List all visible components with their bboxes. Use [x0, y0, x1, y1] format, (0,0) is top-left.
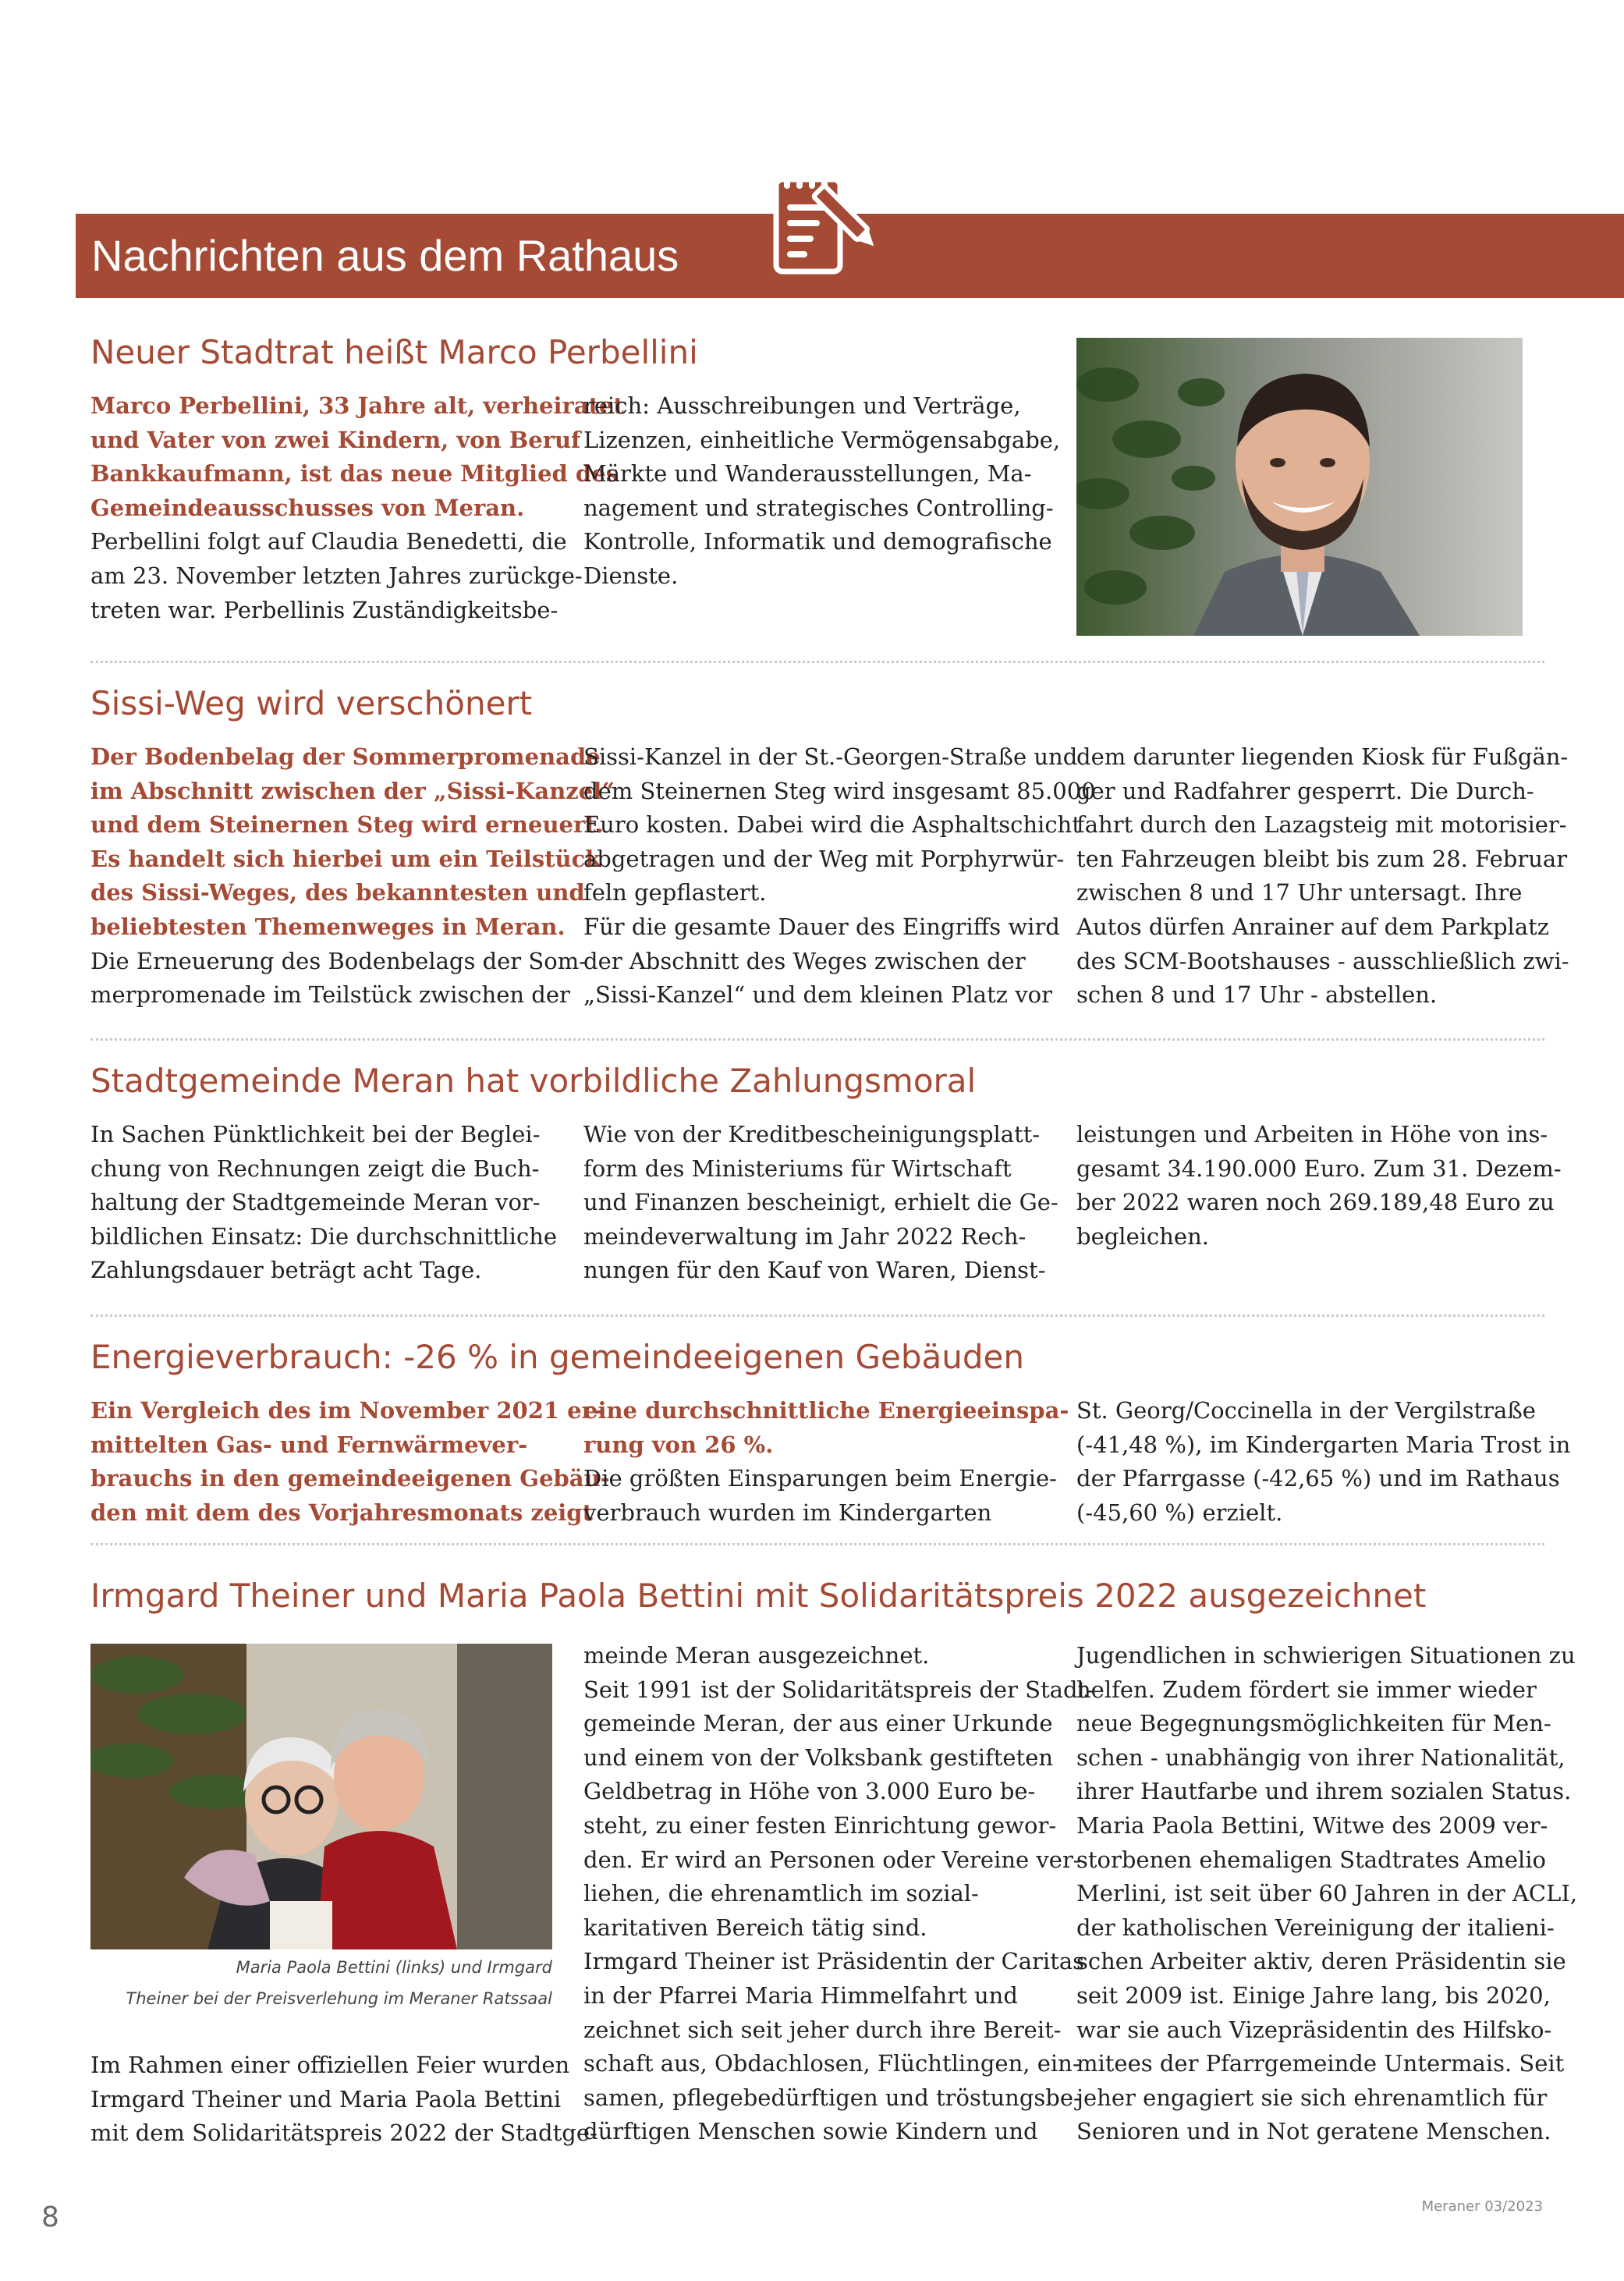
text-line: steht, zu einer festen Einrichtung gewor- [583, 1811, 1057, 1839]
text-line: zwischen 8 und 17 Uhr untersagt. Ihre [1076, 879, 1523, 906]
text-line: und Vater von zwei Kindern, von Beruf [90, 426, 581, 453]
issue-label: Meraner 03/2023 [1421, 2198, 1543, 2215]
article-zahlungsmoral-col2 [583, 1118, 1058, 1288]
article-zahlungsmoral-col1 [90, 1118, 557, 1288]
text-line: dem Steinernen Steg wird insgesamt 85.000 [583, 777, 1096, 804]
text-line: Perbellini folgt auf Claudia Benedetti, die [90, 528, 567, 555]
text-line: merpromenade im Teilstück zwischen der [90, 981, 570, 1009]
article-perbellini-col1 [90, 389, 624, 627]
article-title-solidaritaet: Irmgard Theiner und Maria Paola Bettini mit Solidaritätspreis 2022 ausgezeichnet [90, 1577, 1427, 1615]
text-line: rung von 26 %. [583, 1431, 774, 1458]
article-perbellini-col2 [583, 389, 1060, 594]
caption-line: Maria Paola Bettini (links) und Irmgard [236, 1958, 552, 1977]
text-line: im Abschnitt zwischen der „Sissi-Kanzel“ [90, 777, 615, 804]
page-number: 8 [41, 2201, 59, 2233]
text-line: der Pfarrgasse (-42,65 %) und im Rathaus [1076, 1465, 1560, 1492]
article-sissi-col3 [1076, 740, 1569, 1013]
text-line: Für die gesamte Dauer des Eingriffs wird [583, 913, 1060, 940]
text-line: mit dem Solidaritätspreis 2022 der Stadtge- [90, 2120, 597, 2147]
article-solidaritaet-col1 [90, 2049, 597, 2151]
text-line: In Sachen Pünktlichkeit bei der Beglei- [90, 1121, 541, 1148]
text-line: Der Bodenbelag der Sommerpromenade [90, 743, 601, 770]
photo-caption [90, 1952, 552, 2014]
text-line: haltung der Stadtgemeinde Meran vor- [90, 1189, 541, 1216]
article-title-energie: Energieverbrauch: -26 % in gemeindeeigenen Gebäuden [90, 1338, 1024, 1376]
text-line: war sie auch Vizepräsidentin des Hilfsko- [1076, 2016, 1552, 2043]
text-line: treten war. Perbellinis Zuständigkeitsbe- [90, 596, 558, 623]
text-line: ger und Radfahrer gesperrt. Die Durch- [1076, 777, 1534, 804]
article-solidaritaet-col3 [1076, 1639, 1577, 2149]
text-line: schen 8 und 17 Uhr - abstellen. [1076, 981, 1438, 1009]
article-zahlungsmoral-col3 [1076, 1118, 1562, 1254]
text-line: Bankkaufmann, ist das neue Mitglied des [90, 460, 619, 488]
text-line: schen Arbeiter aktiv, deren Präsidentin sie [1076, 1948, 1566, 1975]
article-title-sissi: Sissi-Weg wird verschönert [90, 684, 533, 722]
page-section-title: Nachrichten aus dem Rathaus [91, 231, 679, 280]
text-line: ten Fahrzeugen bleibt bis zum 28. Februar [1076, 845, 1568, 872]
text-line: ihrer Hautfarbe und ihrem sozialen Status. [1076, 1778, 1572, 1805]
text-line: nagement und strategisches Controlling- [583, 494, 1054, 521]
text-line: schaft aus, Obdachlosen, Flüchtlingen, ein- [583, 2050, 1080, 2077]
article-sissi-col1 [90, 740, 615, 1013]
text-line: Jugendlichen in schwierigen Situationen zu [1076, 1642, 1576, 1669]
text-line: des SCM-Bootshauses - ausschließlich zwi- [1076, 947, 1569, 974]
text-line: St. Georg/Coccinella in der Vergilstraße [1076, 1397, 1536, 1424]
text-line: Die größten Einsparungen beim Energie- [583, 1465, 1057, 1492]
award-photo-theiner-bettini [90, 1644, 552, 1949]
text-line: fahrt durch den Lazagsteig mit motorisier- [1076, 811, 1567, 839]
text-line: Gemeindeausschusses von Meran. [90, 494, 525, 521]
text-line: und einem von der Volksbank gestifteten [583, 1744, 1054, 1771]
text-line: helfen. Zudem fördert sie immer wieder [1076, 1676, 1537, 1703]
text-line: Märkte und Wanderausstellungen, Ma- [583, 460, 1032, 488]
text-line: Im Rahmen einer offiziellen Feier wurden [90, 2052, 570, 2078]
text-line: Sissi-Kanzel in der St.-Georgen-Straße und [583, 743, 1078, 770]
text-line: jeher engagiert sie sich ehrenamtlich für [1076, 2084, 1548, 2111]
text-line: eine durchschnittliche Energieeinspa- [583, 1397, 1069, 1424]
text-line: Ein Vergleich des im November 2021 er- [90, 1397, 603, 1424]
notepad-pencil-icon [768, 164, 878, 281]
text-line: und dem Steinernen Steg wird erneuert. [90, 811, 604, 839]
text-line: neue Begegnungsmöglichkeiten für Men- [1076, 1710, 1551, 1737]
text-line: mittelten Gas- und Fernwärmever- [90, 1431, 528, 1458]
text-line: meindeverwaltung im Jahr 2022 Rech- [583, 1222, 1027, 1250]
text-line: Wie von der Kreditbescheinigungsplatt- [583, 1121, 1041, 1148]
text-line: am 23. November letzten Jahres zurückge- [90, 562, 583, 589]
separator [90, 1038, 1544, 1041]
text-line: schen - unabhängig von ihrer Nationalität, [1076, 1744, 1565, 1771]
text-line: Zahlungsdauer beträgt acht Tage. [90, 1257, 482, 1284]
text-line: feln gepflastert. [583, 879, 767, 906]
text-line: den. Er wird an Personen oder Vereine ver- [583, 1846, 1081, 1873]
text-line: abgetragen und der Weg mit Porphyrwür- [583, 845, 1065, 872]
text-line: (-45,60 %) erzielt. [1076, 1499, 1283, 1526]
text-line: Es handelt sich hierbei um ein Teilstück [90, 845, 601, 872]
separator [90, 661, 1544, 663]
text-line: reich: Ausschreibungen und Verträge, [583, 392, 1021, 419]
text-line: leistungen und Arbeiten in Höhe von ins- [1076, 1121, 1548, 1148]
text-line: dürftigen Menschen sowie Kindern und [583, 2118, 1038, 2145]
article-energie-col3 [1076, 1394, 1570, 1530]
text-line: liehen, die ehrenamtlich im sozial- [583, 1880, 979, 1907]
text-line: Euro kosten. Dabei wird die Asphaltschicht [583, 811, 1081, 839]
text-line: Maria Paola Bettini, Witwe des 2009 ver- [1076, 1811, 1548, 1839]
text-line: meinde Meran ausgezeichnet. [583, 1642, 930, 1669]
separator [90, 1543, 1544, 1545]
text-line: Geldbetrag in Höhe von 3.000 Euro be- [583, 1778, 1036, 1805]
portrait-photo-perbellini [1076, 338, 1523, 636]
text-line: storbenen ehemaligen Stadtrates Amelio [1076, 1846, 1546, 1873]
text-line: dem darunter liegenden Kiosk für Fußgän- [1076, 743, 1569, 770]
article-solidaritaet-col2 [583, 1639, 1094, 2149]
text-line: mitees der Pfarrgemeinde Untermais. Seit [1076, 2050, 1565, 2077]
text-line: Marco Perbellini, 33 Jahre alt, verheiratet [90, 392, 624, 419]
text-line: Autos dürfen Anrainer auf dem Parkplatz [1076, 913, 1550, 940]
text-line: brauchs in den gemeindeeigenen Gebäu- [90, 1465, 610, 1492]
text-line: des Sissi-Weges, des bekanntesten und [90, 879, 585, 906]
text-line: den mit dem des Vorjahresmonats zeigt [90, 1499, 593, 1526]
text-line: gesamt 34.190.000 Euro. Zum 31. Dezem- [1076, 1155, 1562, 1182]
article-energie-col2 [583, 1394, 1069, 1530]
text-line: bildlichen Einsatz: Die durchschnittliche [90, 1222, 558, 1250]
text-line: zeichnet sich seit jeher durch ihre Bereit- [583, 2016, 1062, 2043]
text-line: Irmgard Theiner und Maria Paola Bettini [90, 2085, 562, 2112]
text-line: Senioren und in Not geratene Menschen. [1076, 2118, 1551, 2145]
text-line: form des Ministeriums für Wirtschaft [583, 1155, 1012, 1182]
text-line: chung von Rechnungen zeigt die Buch- [90, 1155, 540, 1182]
text-line: in der Pfarrei Maria Himmelfahrt und [583, 1981, 1018, 2009]
text-line: und Finanzen bescheinigt, erhielt die Ge- [583, 1189, 1058, 1216]
text-line: verbrauch wurden im Kindergarten [583, 1499, 992, 1526]
text-line: beliebtesten Themenweges in Meran. [90, 913, 566, 940]
text-line: „Sissi-Kanzel“ und dem kleinen Platz vor [583, 981, 1052, 1009]
text-line: karitativen Bereich tätig sind. [583, 1914, 927, 1941]
text-line: Lizenzen, einheitliche Vermögensabgabe, [583, 426, 1061, 453]
caption-line: Theiner bei der Preisverlehung im Meraner Ratssaal [126, 1989, 552, 2008]
text-line: begleichen. [1076, 1222, 1209, 1250]
text-line: (-41,48 %), im Kindergarten Maria Trost in [1076, 1431, 1571, 1458]
separator [90, 1314, 1544, 1317]
text-line: ber 2022 waren noch 269.189,48 Euro zu [1076, 1189, 1555, 1216]
text-line: nungen für den Kauf von Waren, Dienst- [583, 1257, 1046, 1284]
text-line: Seit 1991 ist der Solidaritätspreis der Stadt- [583, 1676, 1094, 1703]
text-line: seit 2009 ist. Einige Jahre lang, bis 2020, [1076, 1981, 1551, 2009]
article-energie-col1 [90, 1394, 610, 1530]
article-title-perbellini: Neuer Stadtrat heißt Marco Perbellini [90, 333, 698, 371]
text-line: Merlini, ist seit über 60 Jahren in der ACLI, [1076, 1880, 1578, 1907]
text-line: samen, pflegebedürftigen und tröstungsbe- [583, 2084, 1081, 2111]
text-line: Irmgard Theiner ist Präsidentin der Caritas [583, 1948, 1085, 1975]
article-sissi-col2 [583, 740, 1096, 1013]
article-title-zahlungsmoral: Stadtgemeinde Meran hat vorbildliche Zahlungsmoral [90, 1062, 977, 1100]
text-line: der Abschnitt des Weges zwischen der [583, 947, 1026, 974]
text-line: der katholischen Vereinigung der italieni- [1076, 1914, 1555, 1941]
text-line: Kontrolle, Informatik und demografische [583, 528, 1052, 555]
text-line: gemeinde Meran, der aus einer Urkunde [583, 1710, 1053, 1737]
text-line: Die Erneuerung des Bodenbelags der Som- [90, 947, 587, 974]
text-line: Dienste. [583, 562, 679, 589]
